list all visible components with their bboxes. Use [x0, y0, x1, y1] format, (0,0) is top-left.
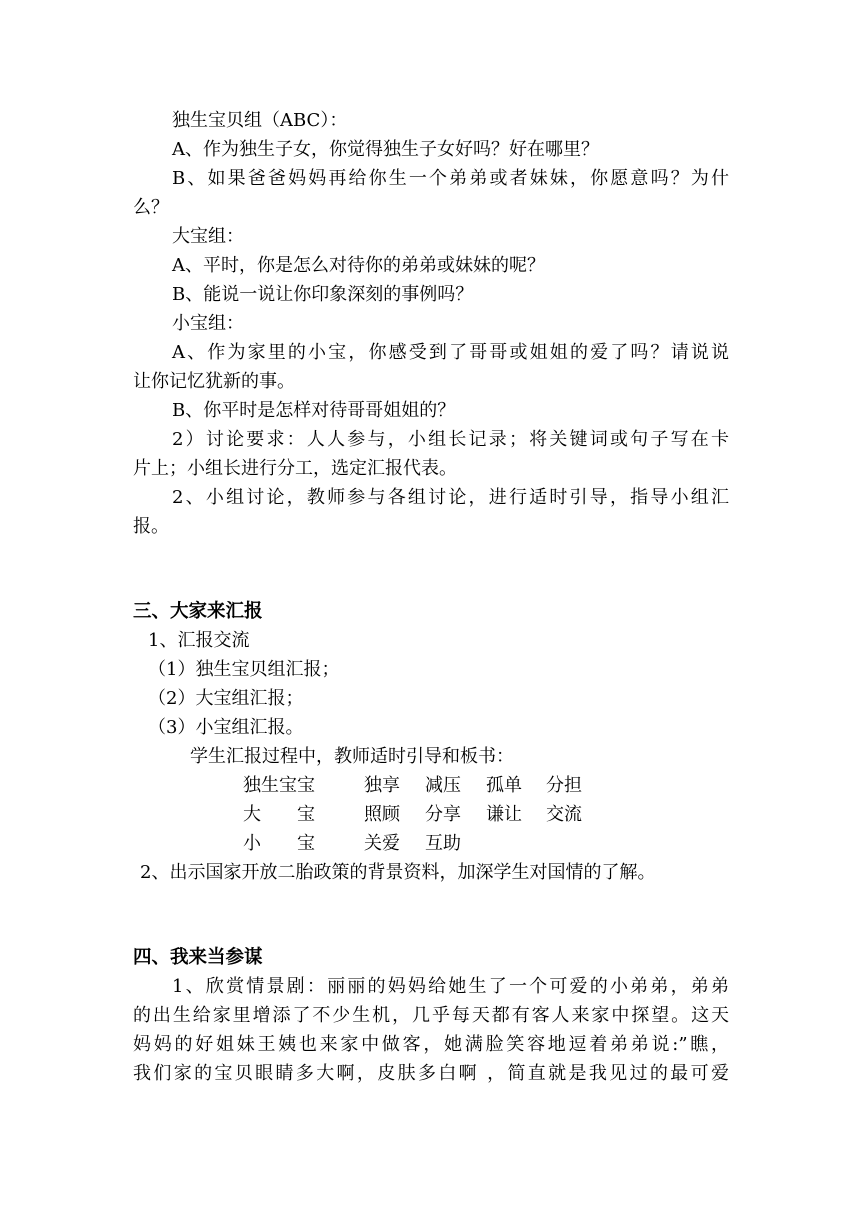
section-heading: 三、大家来汇报 — [133, 601, 263, 622]
board-word: 谦让 — [486, 804, 522, 825]
question-line: 么？ — [133, 197, 169, 218]
list-item: 1、汇报交流 — [148, 630, 250, 651]
board-word: 关爱 — [364, 833, 400, 854]
question-line: B、如果爸爸妈妈再给你生一个弟弟或者妹妹，你愿意吗？为什 — [172, 168, 729, 189]
board-label: 独生宝宝 — [243, 775, 315, 796]
group-title-only-child: 独生宝贝组（ABC）： — [172, 110, 348, 131]
paragraph-line: 片上；小组长进行分工，选定汇报代表。 — [133, 458, 457, 479]
board-word: 照顾 — [364, 804, 400, 825]
board-word: 互助 — [425, 833, 461, 854]
group-title-younger: 小宝组： — [172, 313, 244, 334]
blackboard-intro: 学生汇报过程中，教师适时引导和板书： — [190, 746, 514, 767]
section-heading: 四、我来当参谋 — [133, 947, 263, 968]
board-word: 孤单 — [486, 775, 522, 796]
question-line: A、平时，你是怎么对待你的弟弟或妹妹的呢？ — [172, 255, 545, 276]
board-word: 交流 — [546, 804, 582, 825]
question-line: A、作为家里的小宝，你感受到了哥哥或姐姐的爱了吗？请说说 — [172, 342, 729, 363]
question-line: 让你记忆犹新的事。 — [133, 371, 295, 392]
question-line: A、作为独生子女，你觉得独生子女好吗？好在哪里？ — [172, 139, 599, 160]
paragraph-line: 2、小组讨论，教师参与各组讨论，进行适时引导，指导小组汇 — [172, 487, 729, 508]
paragraph-line: 我们家的宝贝眼睛多大啊，皮肤多白啊 ，简直就是我见过的最可爱 — [133, 1063, 729, 1084]
paragraph-line: 妈妈的好姐妹王姨也来家中做客，她满脸笑容地逗着弟弟说:”瞧， — [133, 1034, 729, 1055]
question-line: B、能说一说让你印象深刻的事例吗？ — [172, 284, 474, 305]
board-word: 减压 — [425, 775, 461, 796]
paragraph-line: 2）讨论要求：人人参与，小组长记录；将关键词或句子写在卡 — [172, 429, 729, 450]
board-word: 分担 — [546, 775, 582, 796]
list-item: （1）独生宝贝组汇报； — [148, 659, 340, 680]
list-item: 2、出示国家开放二胎政策的背景资料，加深学生对国情的了解。 — [140, 862, 656, 883]
paragraph-line: 报。 — [133, 516, 169, 537]
group-title-elder: 大宝组： — [172, 226, 244, 247]
paragraph-line: 的出生给家里增添了不少生机，几乎每天都有客人来家中探望。这天 — [133, 1005, 729, 1026]
list-item: （3）小宝组汇报。 — [148, 717, 304, 738]
question-line: B、你平时是怎样对待哥哥姐姐的？ — [172, 400, 456, 421]
board-label: 小 宝 — [243, 833, 315, 854]
board-word: 独享 — [364, 775, 400, 796]
paragraph-line: 1、欣赏情景剧：丽丽的妈妈给她生了一个可爱的小弟弟，弟弟 — [172, 976, 729, 997]
board-label: 大 宝 — [243, 804, 315, 825]
board-word: 分享 — [425, 804, 461, 825]
list-item: （2）大宝组汇报； — [148, 688, 304, 709]
